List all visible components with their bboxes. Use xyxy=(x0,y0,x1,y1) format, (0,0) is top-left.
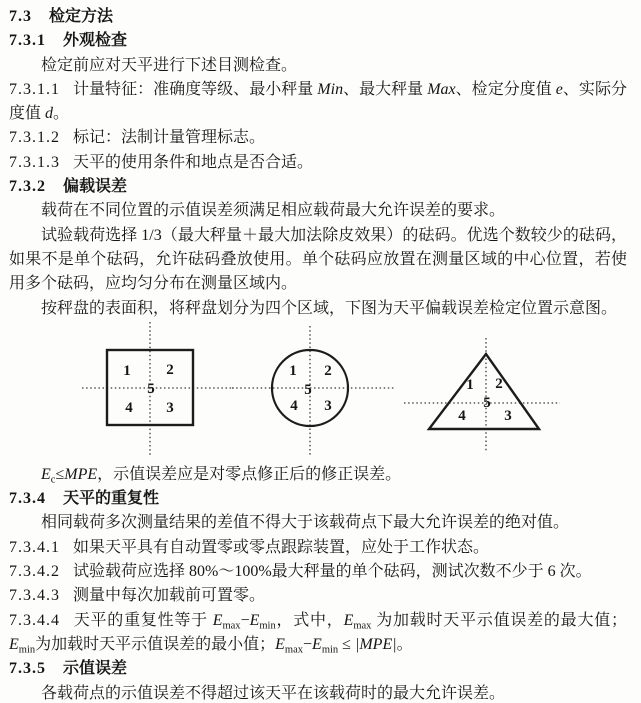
para-eccentric-requirement: 载荷在不同位置的示值误差须满足相应载荷最大允许误差的要求。 xyxy=(41,202,506,220)
section-number: 7.3 xyxy=(9,8,32,25)
section-number: 7.3.1 xyxy=(9,32,46,50)
triangle-position-labels xyxy=(458,376,512,424)
clause-number: 7.3.1.2 xyxy=(9,129,60,147)
var-Emin: E xyxy=(249,611,260,629)
minus-sign: − xyxy=(240,611,250,629)
position-label-2: 2 xyxy=(324,362,332,379)
relation-sign: ≤ xyxy=(55,465,65,483)
para-test-load-selection: 试验载荷选择 1/3（最大秤量＋最大加法除皮效果）的砝码。优选个数较少的砝码，如果不是单个砝码，允许砝码叠放使用。单个砝码应放置在测量区域的中心位置，若使用多个砝码，应均匀分布在测量区域内。 xyxy=(9,226,627,293)
clause-7-3-4-2: 7.3.4.2 试验载荷应选择 80%～100%最大秤量的单个砝码，测试次数不少于 6 次。 xyxy=(9,563,592,581)
var-Emax: E xyxy=(343,611,354,629)
section-heading-7-3-1 xyxy=(0,29,641,53)
triangular-pan-outline xyxy=(429,354,539,429)
para-pan-division: 按秤盘的表面积，将秤盘划分为四个区域，下图为天平偏载误差检定位置示意图。 xyxy=(41,299,618,317)
para-corrected-error: $E_c\le MPE$，示值误差应是对零点修正后的修正误差。 xyxy=(41,465,402,486)
position-label-1: 1 xyxy=(123,362,131,379)
position-label-2: 2 xyxy=(166,361,174,378)
clause-number: 7.3.4.3 xyxy=(9,587,60,605)
position-label-1: 1 xyxy=(289,362,297,379)
position-label-4: 4 xyxy=(458,407,466,424)
position-label-3: 3 xyxy=(504,407,512,424)
clause-7-3-1-1: 7.3.1.1 计量特征：准确度等级、最小秤量 Min、最大秤量 Max、检定分度值 e、实际分度值 d。 xyxy=(9,80,627,123)
section-title: 外观检查 xyxy=(63,32,128,50)
clause-7-3-4-3: 7.3.4.3 测量中每次加载前可置零。 xyxy=(9,587,266,605)
position-label-3: 3 xyxy=(166,399,174,416)
section-number: 7.3.2 xyxy=(9,178,46,196)
position-label-5: 5 xyxy=(304,381,312,398)
var-min: Min xyxy=(317,80,344,98)
circle-position-labels xyxy=(289,363,332,414)
diagram-canvas xyxy=(0,322,641,462)
clause-7-3-1-2: 7.3.1.2 标记：法制计量管理标志。 xyxy=(9,129,266,147)
section-heading-7-3-2 xyxy=(0,175,641,199)
clause-number: 7.3.4.2 xyxy=(9,563,60,581)
section-title: 检定方法 xyxy=(49,8,114,25)
section-title: 天平的重复性 xyxy=(63,490,160,508)
section-heading-7-3-4 xyxy=(0,487,641,511)
eccentric-load-positions-diagram xyxy=(0,322,641,462)
clause-number: 7.3.4.4 xyxy=(9,611,60,629)
clause-number: 7.3.4.1 xyxy=(9,538,60,556)
section-title: 示值误差 xyxy=(63,660,128,678)
subscript-c: c xyxy=(50,474,56,486)
relation-sign: ≤ xyxy=(338,635,355,653)
var-Emin: E xyxy=(312,635,322,653)
position-label-4: 4 xyxy=(290,397,298,414)
var-MPE: MPE xyxy=(64,465,98,483)
section-number: 7.3.4 xyxy=(9,490,46,508)
var-d: d xyxy=(45,105,54,123)
section-title: 偏载误差 xyxy=(63,178,128,196)
clause-number: 7.3.1.3 xyxy=(9,153,60,171)
position-label-5: 5 xyxy=(147,380,155,397)
position-label-5: 5 xyxy=(483,394,491,411)
square-position-labels xyxy=(123,362,174,416)
var-Emin: E xyxy=(9,635,19,653)
section-heading-7-3 xyxy=(0,5,641,29)
var-E: E xyxy=(41,465,51,483)
minus-sign: − xyxy=(303,635,313,653)
section-heading-7-3-5 xyxy=(0,657,641,681)
para-visual-inspection: 检定前应对天平进行下述目测检查。 xyxy=(41,56,298,74)
position-label-4: 4 xyxy=(125,399,133,416)
position-label-2: 2 xyxy=(495,375,503,392)
clause-7-3-4-4: 7.3.4.4 天平的重复性等于 $E_{max}-E_{min}$，式中，$E_{max}$ 为加载时天平示值误差的最大值；$E_{min}$为加载时天平示值误差的最小值；$E_{max}-E_{min} \le |MPE|$。 xyxy=(9,611,627,656)
var-Emax: E xyxy=(275,635,285,653)
var-max: Max xyxy=(427,80,456,98)
section-number: 7.3.5 xyxy=(9,660,46,678)
para-repeatability: 相同载荷多次测量结果的差值不得大于该载荷点下最大允许误差的绝对值。 xyxy=(41,514,570,532)
para-indication-error: 各载荷点的示值误差不得超过该天平在该载荷时的最大允许误差。 xyxy=(41,684,506,702)
position-label-3: 3 xyxy=(324,397,332,414)
var-abs-MPE: |MPE| xyxy=(354,635,397,653)
var-Emax: E xyxy=(212,611,223,629)
clause-number: 7.3.1.1 xyxy=(9,80,60,98)
clause-7-3-4-1: 7.3.4.1 如果天平具有自动置零或零点跟踪装置，应处于工作状态。 xyxy=(9,538,490,556)
clause-7-3-1-3: 7.3.1.3 天平的使用条件和地点是否合适。 xyxy=(9,153,314,171)
position-label-1: 1 xyxy=(466,376,474,393)
var-e: e xyxy=(555,80,563,98)
